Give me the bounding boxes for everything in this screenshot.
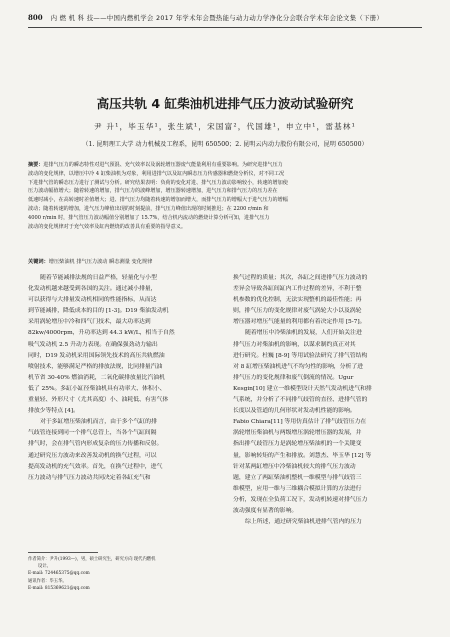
abstract-line: 波动的变化规律对于充气效率及缸内燃烧的改善具有重要的指导意义。 <box>28 223 186 230</box>
running-header <box>28 10 422 24</box>
footnote-line: 作者简介：尹升(1993—)，男，硕士研究生，研究方向 现代内燃机 <box>28 557 156 562</box>
body-line: 吸气发动机 2.5 升动力表现。在确保强劲动力输出 <box>28 341 158 348</box>
body-line: 提高发动机的充气效率。首先，在换气过程中，进气 <box>28 463 163 470</box>
body-line: 排气压力对柴油机的影响，以谋求制约真正对其 <box>233 341 356 348</box>
body-line: 随着增压中冷柴油机的发展，人们开始关注进 <box>245 330 362 337</box>
body-column-left <box>28 273 218 484</box>
footnote-line: 设计。 <box>38 564 51 570</box>
abstract-label: 摘要： <box>28 162 44 168</box>
author-list: 尹 升¹，毕玉华¹，张生斌¹，宋国富²，代国雄¹，申立中¹，雷基林¹ <box>94 122 356 131</box>
body-line: 重量轻、外形尺寸（尤其高度）小、油耗低、有害气体 <box>28 397 169 404</box>
body-line: 压力波动与排气压力波动共同决定着各缸充气和 <box>28 474 151 481</box>
footnote-line: 通讯作者：毕玉华。 <box>28 578 67 584</box>
abstract-line: 波动的变化规律，以增压中冷 4 缸柴油机为对象，利用进排气以及缸内瞬态压力传感器和燃烧分析仪，对不同工况 <box>28 170 285 177</box>
body-line: 随着节能减排法规的日益严格，轻量化与小型 <box>40 275 157 281</box>
body-line: Kesgin[10] 建立一维模型设计天然气发动机进气和排 <box>233 385 372 392</box>
body-line: 分析，发现在全负荷工况下，发动机转速对排气压力 <box>233 496 368 503</box>
abstract-line: 压力波动幅值增大；随着转速的增加，排气压力的波峰增加，增压器转速增加，进气压力和排气压力的压力差在 <box>28 188 278 195</box>
keywords-label: 关键词： <box>28 259 49 265</box>
body-line: 涡轮增压柴油机与两级增压涡轮增压器的发展，并 <box>233 430 362 437</box>
body-line: 则，排气压力的变化规律对废气涡轮大小以及涡轮 <box>233 308 362 315</box>
body-line: 综上所述，通过研究柴油机进排气管内的压力 <box>245 519 362 526</box>
page-number: 800 <box>28 12 43 22</box>
body-line: 指出排气歧管压力是涡轮增压柴油机的一个关键变 <box>233 441 362 448</box>
abstract-line: 低速时减小，在高转速时差值增大；进、排气压力均随着转速的增加而增大，而排气压力的增幅大于进气压力的增幅 <box>28 197 288 204</box>
body-line: 机节省 30-40% 燃油消耗，二氧化碳排放量比汽油机 <box>28 374 165 381</box>
body-line: 可以获得与大排量发动机相同的性能指标，从而达 <box>28 297 157 304</box>
body-line: 排气压力的变化规律和废气倒流的情况。Ugur <box>233 374 354 381</box>
body-line: 维模型，应用一维与三维耦合模拟计算的方法进行 <box>233 485 362 492</box>
body-line: 采用涡轮增压中冷和四气门技术，最大功率达到 <box>28 319 151 326</box>
body-line: 气歧管连接到同一个排气总管上，当各个气缸间隔 <box>28 430 157 437</box>
body-line: 量，影响转矩的产生和排放。刘慧杰、毕玉华 [12] 等 <box>233 452 372 459</box>
body-line: Fabio Chiara[11] 等用仿真估计了排气歧管压力在 <box>233 419 367 426</box>
body-line: 同时，D19 发动机采用国际领先技术的高压共轨燃油 <box>28 352 165 359</box>
body-line: 差异会导致各缸间缸内工作过程的差异，不利于整 <box>233 286 362 293</box>
body-line: 到节能减排，降低成本的目的 [1-3]。D19 柴油发动机 <box>28 308 169 315</box>
body-line: 对 8 缸增压柴油机进气不均匀性的影响，分析了进 <box>233 363 363 370</box>
abstract <box>28 161 422 231</box>
body-line: 针对某两缸增压中冷柴油机较大的排气压力波动 <box>233 463 356 470</box>
body-line: 增压器对增压气能量的利用都有着决定作用 [5-7]。 <box>233 319 366 326</box>
body-column-right <box>233 273 425 528</box>
abstract-line: 波动；随着转速的增加，进气压力峰值出现的时刻提前，排气压力峰值出现的时刻推迟；在 2200 r/min 和 <box>28 205 269 212</box>
footnote-line: E-mail: 724465375@qq.com <box>28 571 90 577</box>
running-title: 内 燃 机 科 技——中国内燃机学会 2017 年学术年会暨热能与动力动力学净化分会联合学术年会论文集（下册） <box>50 13 384 22</box>
body-line: 通过研究压力波动来改善发动机的换气过程，可以 <box>28 452 157 459</box>
body-line: 进行研究。杜巍 [8-9] 等用试验法研究了排气管结构 <box>233 352 368 359</box>
footnote-line: E-mail: 815369621@qq.com <box>28 585 90 591</box>
body-line: 长度以及管道的几何形状对发动机性能的影响。 <box>233 408 356 415</box>
body-line: 题，建立了两缸柴油机整机一维模型与排气歧管三 <box>233 474 362 481</box>
footnote-rule <box>28 552 98 553</box>
body-line: 化发动机越来越受到各国的关注。通过减小排量， <box>28 286 157 293</box>
body-line: 换气过程的质量；其次，各缸之间进排气压力波动的 <box>233 275 368 281</box>
abstract-line: 下进排气管的瞬态压力进行了测试与分析。研究结果表明：负荷的变化对进、排气压力波动影响较小，转速的增加使 <box>28 179 288 186</box>
body-line: 波动强度有显著的影响。 <box>233 507 298 514</box>
keywords-text: 增压柴油机 排气压力波动 瞬态测量 变化规律 <box>48 259 153 265</box>
body-line: 排放少等特点 [4]。 <box>28 408 79 415</box>
affiliations: （1. 昆明理工大学 动力机械及工程系，昆明 650500；2. 昆明云内动力股份有限公司，昆明 650500） <box>82 141 368 148</box>
footnote <box>28 556 218 592</box>
paper-title: 高压共轨 4 缸柴油机进排气压力波动试验研究 <box>96 96 354 111</box>
body-line: 排气时，会在排气管内形成复杂的压力传播和反射。 <box>28 441 163 448</box>
abstract-line: 4000 r/min 时，排气管压力波动幅值分别增加了 15.7%，结合机内流动的燃烧计算分析可知，进排气压力 <box>28 214 270 221</box>
body-line: 机参数的优化控制，无法实现整机的最佳性能；再 <box>233 297 362 304</box>
body-line: 喷射技术，能够满足严格的排放法规，比同排量汽油 <box>28 363 163 370</box>
body-line: 低了 25%。多缸小缸径柴油机具有功率大、体积小、 <box>28 385 166 392</box>
body-line: 气系统，并分析了不同排气歧管的直径、进排气管的 <box>233 397 368 404</box>
keywords <box>28 258 422 265</box>
abstract-line: 摘要：进排气压力的瞬态特性对进气预混、充气效率以及涡轮增压器废气能量利用有重要影响。为研究进排气压力 <box>28 162 283 168</box>
body-line: 对于多缸增压柴油机而言，由于多个气缸的排 <box>40 419 157 426</box>
body-line: 82kw/4000rpm，升功率达到 44.3 kW/L，相当于自然 <box>28 330 175 337</box>
header-rule <box>28 27 422 28</box>
